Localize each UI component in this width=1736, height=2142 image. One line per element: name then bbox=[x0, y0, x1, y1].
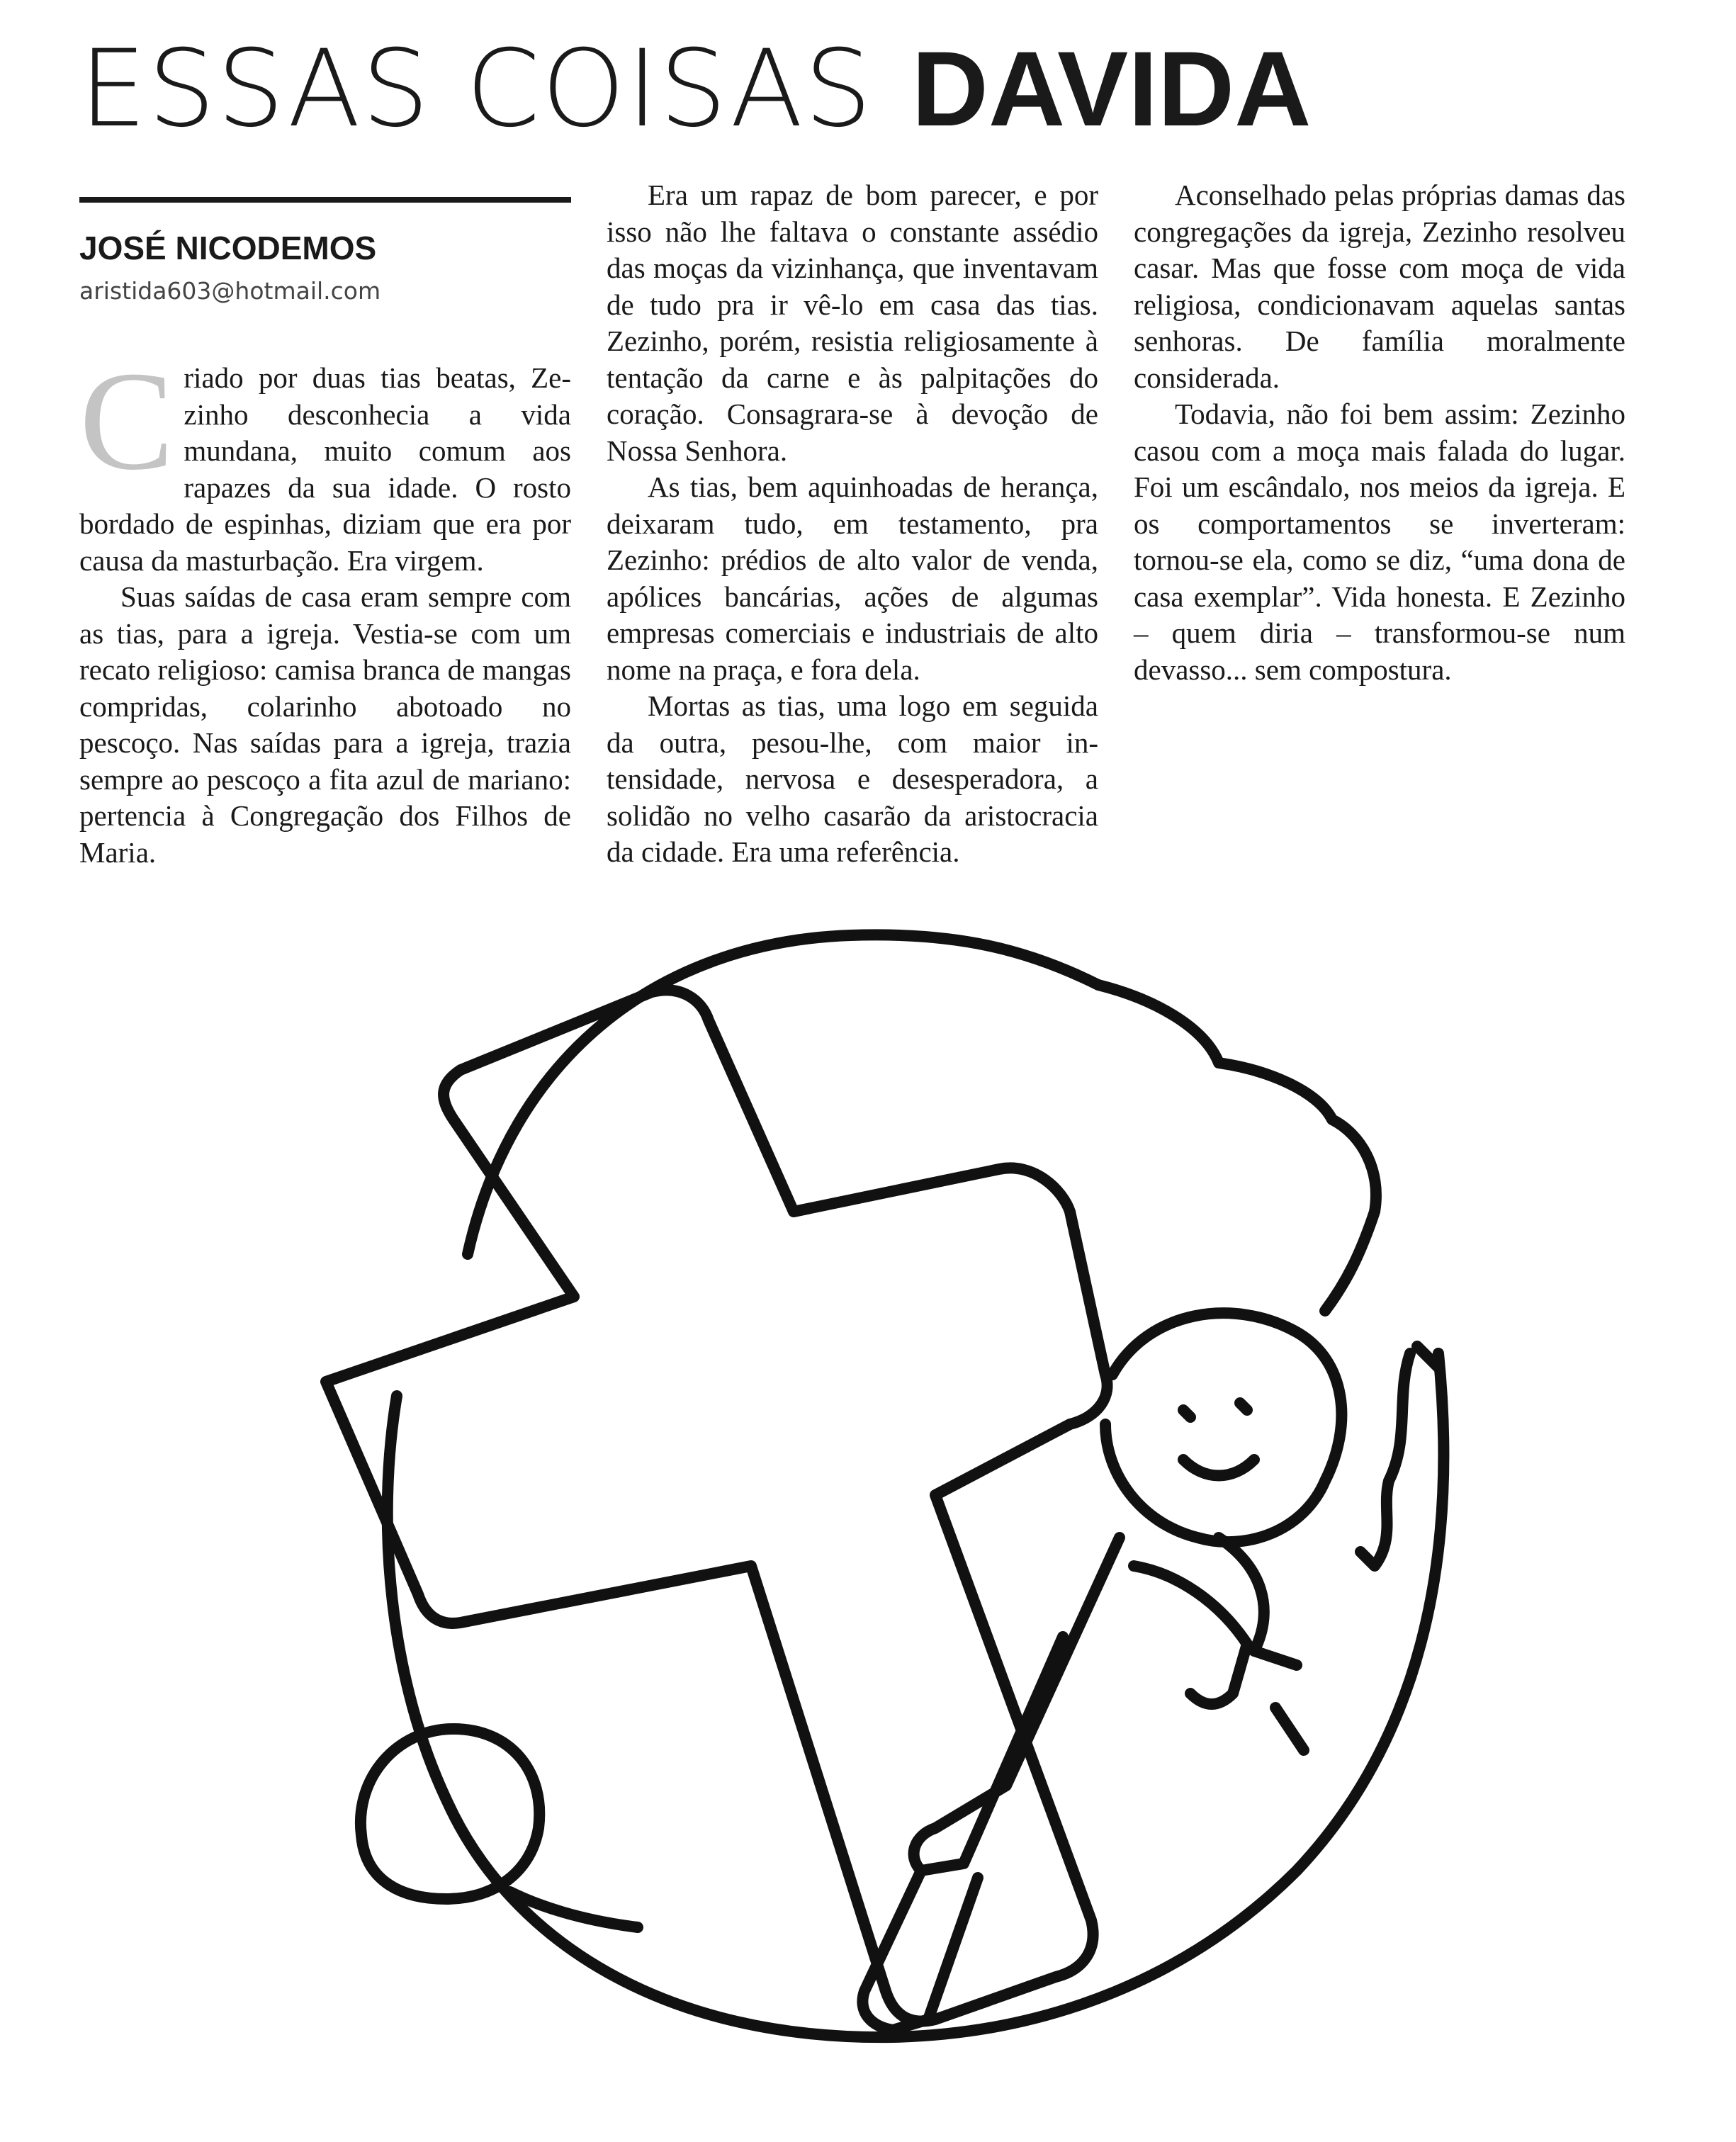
article-column-3 bbox=[1134, 177, 1625, 688]
header-divider bbox=[79, 197, 571, 203]
article-column-1 bbox=[79, 343, 571, 871]
flame-shape bbox=[1360, 1346, 1438, 1566]
figure-face bbox=[1183, 1403, 1254, 1476]
figure-hair bbox=[1098, 985, 1376, 1311]
page-title-bold: DAVIDA bbox=[911, 29, 1312, 148]
page-title bbox=[79, 28, 1312, 150]
paragraph-3: Era um rapaz de bom parecer, e por isso não lhe faltava o constante assédio das moças da vizinhança, que inventavam de tudo pra ir vê-lo em casa das tias. Zezinho, porém, resistia religiosamente à tentação da carne e às palpitações do coração. Consagrara-se à devoção de Nossa Senhora. bbox=[607, 179, 1098, 467]
paragraph-1-text: riado por duas tias beatas, Zezinho desconhecia a vida mundana, muito comum aos rapazes da sua idade. O rosto bordado de espinhas, diziam que era por causa da masturbação. Era virgem. bbox=[79, 361, 571, 577]
paragraph-1 bbox=[79, 343, 571, 579]
paragraph-2: Suas saídas de casa eram sempre com as tias, para a igreja. Vestia-se com um recato religioso: camisa branca de mangas compridas, colarinho abotoado no pescoço. Nas saídas para a igreja, trazia sempre ao pescoço a fita azul de mariano: pertencia à Congregação dos Filhos de Maria. bbox=[79, 580, 571, 869]
figure-head bbox=[1105, 1313, 1341, 1542]
illustration-cross-figure bbox=[213, 857, 1488, 2119]
drop-cap: C bbox=[79, 343, 174, 500]
article-column-2 bbox=[607, 177, 1098, 871]
paragraph-4: As tias, bem aquinhoadas de herança, deixaram tudo, em testamento, pra Zezinho: prédios de alto valor de venda, apólices bancárias, ações de algumas empresas comerciais e industriais de alto nome na praça, e fora dela. bbox=[607, 470, 1098, 686]
paragraph-7: Todavia, não foi bem assim: Zezinho casou com a moça mais falada do lugar. Foi um escândalo, nos meios da igreja. E os comportamentos se inverteram: tornou-se ela, como se diz, “uma dona de casa exemplar”. Vida honesta. E Zezinho – quem diria – transformou-se num devasso... sem compostura. bbox=[1134, 398, 1625, 686]
paragraph-6: Aconselhado pelas próprias damas das congregações da igreja, Zezinho resolveu casar. Mas que fosse com moça de vida religiosa, condicionavam aquelas santas senhoras. De família moralmente considerada. bbox=[1134, 179, 1625, 394]
figure-torso bbox=[1219, 1538, 1304, 1750]
page-title-light: ESSAS COISAS bbox=[79, 28, 874, 151]
author-name: JOSÉ NICODEMOS bbox=[79, 230, 377, 266]
cross-outline bbox=[326, 990, 1107, 2021]
paragraph-5: Mortas as tias, uma logo em seguida da outra, pesou-lhe, com maior intensidade, nervosa e desesperadora, a solidão no velho casarão da aristocracia da cidade. Era uma referência. bbox=[607, 689, 1098, 868]
author-email: aristida603@hotmail.com bbox=[79, 277, 381, 305]
